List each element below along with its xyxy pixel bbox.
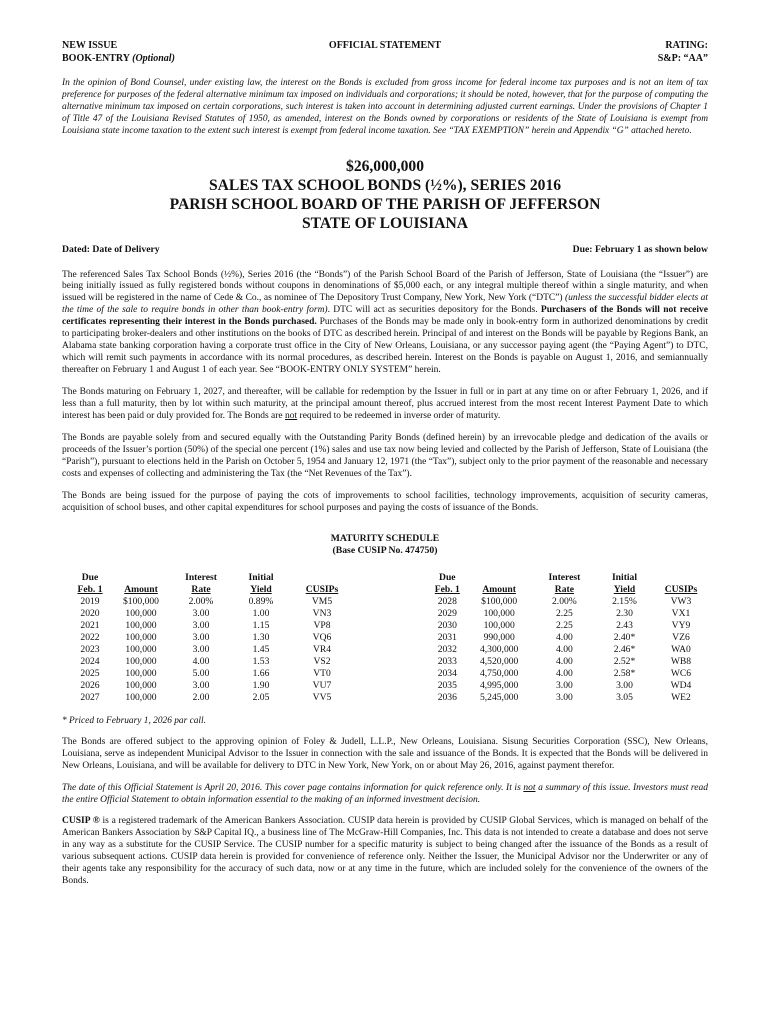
table-row [430, 644, 708, 656]
table-row [72, 680, 350, 692]
maturity-amount: 100,000 [125, 691, 157, 703]
interest-rate: 2.25 [556, 607, 573, 619]
interest-rate: 4.00 [556, 667, 573, 679]
table-row [72, 620, 350, 632]
maturity-year: 2023 [80, 643, 100, 655]
initial-yield: 1.15 [252, 619, 270, 631]
description-paragraph: The referenced Sales Tax School Bonds (½%), Series 2016 (the “Bonds”) of the Parish School Board of the Parish of Jefferson, State of Louisiana (the “Issuer”) are being initially issued as fully registered bonds without coupons in denominations of $5,000 each, or any integral multiple thereof within a single maturity, and when issued will be registered in the name of Cede & Co., as nominee of The Depository Trust Company, New York, New York (“DTC”) (unless the successful bidder elects at the time of the sale to require bonds in other than book-entry form). DTC will act as securities depository for the Bonds. Purchasers of the Bonds will not receive certificates representing their interest in the Bonds purchased. Purchases of the Bonds may be made only in book-entry form in authorized denominations by credit to participating broker-dealers and other institutions on the books of DTC as described herein. Principal of and interest on the Bonds will be payable by Regions Bank, an Alabama state banking corporation having a corporate trust office in the City of New Orleans, Louisiana, or any successor paying agent (the “Paying Agent”) to DTC, which will remit such payments in accordance with its normal procedures, as described herein. Interest on the Bonds is payable on August 1, 2016, and semiannually thereafter on February 1 and August 1 of each year. See “BOOK-ENTRY ONLY SYSTEM” herein. [62, 269, 708, 376]
table-row [430, 656, 708, 668]
maturity-year: 2024 [80, 655, 100, 667]
initial-yield: 2.30 [616, 607, 633, 619]
amount-header: Amount [482, 583, 516, 595]
initial-yield: 2.46* [613, 643, 636, 655]
interest-rate: 3.00 [556, 691, 573, 703]
interest-rate: 3.00 [192, 607, 210, 619]
interest-rate: 3.00 [192, 619, 210, 631]
initial-yield: 1.53 [252, 655, 270, 667]
maturity-amount: 5,245,000 [479, 691, 519, 703]
interest-rate: 3.00 [192, 679, 210, 691]
maturity-year: 2028 [437, 595, 457, 607]
cusip-suffix: WA0 [671, 643, 691, 655]
initial-yield: 0.89% [248, 595, 274, 607]
cusip-suffix: WB8 [670, 655, 692, 667]
table-row [430, 608, 708, 620]
maturity-year: 2019 [80, 595, 100, 607]
maturity-year: 2034 [437, 667, 457, 679]
cusip-suffix: VV5 [312, 691, 332, 703]
redemption-paragraph: The Bonds maturing on February 1, 2027, and thereafter, will be callable for redemption by the Issuer in full or in part at any time on or after February 1, 2026, and if less than a full maturity, then by lot within such maturity, at the principal amount thereof, plus accrued interest from the most recent Interest Payment Date to which interest has been paid or duly provided for. The Bonds are not required to be redeemed in inverse order of maturity. [62, 387, 708, 422]
cusip-suffix: VW3 [670, 595, 692, 607]
rating-label: RATING: [665, 40, 708, 51]
initial-yield: 3.05 [616, 691, 633, 703]
maturity-amount: 990,000 [483, 631, 515, 643]
maturity-amount: 100,000 [483, 619, 515, 631]
table-row [72, 596, 350, 608]
table-header-row [72, 572, 350, 596]
maturity-year: 2031 [437, 631, 457, 643]
initial-yield: 1.30 [252, 631, 270, 643]
initial-yield: 3.00 [616, 679, 633, 691]
interest-rate: 3.00 [192, 631, 210, 643]
dated-due-line [62, 244, 708, 258]
initial-yield: 2.52* [613, 655, 636, 667]
table-row [72, 692, 350, 704]
interest-rate: 4.00 [556, 643, 573, 655]
interest-rate: 3.00 [556, 679, 573, 691]
initial-yield: 1.45 [252, 643, 270, 655]
interest-rate: 4.00 [556, 655, 573, 667]
offering-paragraph: The Bonds are offered subject to the approving opinion of Foley & Judell, L.L.P., New Orleans, Louisiana. Sisung Securities Corporation (SSC), New Orleans, Louisiana, serve as independent Municipal Advisor to the Issuer in connection with the sale and issuance of the Bonds. It is expected that the Bonds will be delivered in New Orleans, Louisiana, and will be available for delivery to DTC in New York, New York, on or about May 26, 2016, against payment therefor. [62, 736, 708, 771]
interest-rate: 4.00 [192, 655, 210, 667]
table-row [72, 608, 350, 620]
cusip-suffix: VP8 [313, 619, 331, 631]
cusip-suffix: WC6 [670, 667, 692, 679]
new-issue-label: NEW ISSUE [62, 40, 118, 51]
cusip-suffix: VQ6 [312, 631, 332, 643]
table-row [430, 668, 708, 680]
cusip-trademark: CUSIP ® [62, 816, 100, 827]
rate-header: Interest Rate [185, 571, 217, 595]
yield-header: Initial Yield [248, 571, 274, 595]
maturity-year: 2027 [80, 691, 100, 703]
official-statement-label: OFFICIAL STATEMENT [328, 40, 442, 51]
date-notice-paragraph: The date of this Official Statement is April 20, 2016. This cover page contains information for quick reference only. It is not a summary of this issue. Investors must read the entire Official Statement to obtain information essential to the making of an informed investment decision. [62, 782, 708, 805]
interest-rate: 2.25 [556, 619, 573, 631]
table-row [72, 632, 350, 644]
maturity-amount: 4,750,000 [479, 667, 519, 679]
initial-yield: 2.43 [616, 619, 633, 631]
maturity-year: 2025 [80, 667, 100, 679]
amount-header: Amount [124, 583, 158, 595]
bond-amount: $26,000,000 [346, 157, 424, 175]
cusip-suffix: VS2 [313, 655, 331, 667]
maturity-year: 2033 [437, 655, 457, 667]
cusip-suffix: VX1 [671, 607, 691, 619]
pricing-footnote: * Priced to February 1, 2026 par call. [62, 715, 206, 726]
maturity-table-right [430, 572, 708, 704]
initial-yield: 2.15% [612, 595, 637, 607]
table-row [72, 668, 350, 680]
maturity-amount: 100,000 [483, 607, 515, 619]
table-row [430, 692, 708, 704]
security-paragraph: The Bonds are payable solely from and secured equally with the Outstanding Parity Bonds (defined herein) by an irrevocable pledge and dedication of the avails or proceeds of the Issuer’s portion (50%) of the special one percent (1%) sales and use tax now being levied and collected by the Parish of Jefferson, State of Louisiana (the “Parish”), pursuant to elections held in the Parish on October 5, 1954 and January 12, 1971 (the “Tax”), subject only to the prior payment of the reasonable and necessary costs and expenses of collecting and administering the Tax (the “Net Revenues of the Tax”). [62, 432, 708, 479]
document-header [62, 40, 708, 66]
initial-yield: 1.90 [252, 679, 270, 691]
maturity-year: 2036 [437, 691, 457, 703]
official-statement-page [62, 40, 708, 888]
maturity-amount: 100,000 [125, 655, 157, 667]
maturity-schedule-heading: MATURITY SCHEDULE [330, 532, 440, 544]
maturity-amount: 100,000 [125, 631, 157, 643]
cusip-suffix: VY9 [671, 619, 691, 631]
cusip-suffix: WE2 [671, 691, 691, 703]
maturity-amount: 100,000 [125, 619, 157, 631]
cusip-disclaimer-paragraph: CUSIP ® is a registered trademark of the American Bankers Association. CUSIP data herein is provided by CUSIP Global Services, which is managed on behalf of the American Bankers Association by S&P Capital IQ., a business line of The McGraw-Hill Companies, Inc. This data is not intended to create a database and does not serve in any way as a substitute for the CUSIP Service. The CUSIP number for a specific maturity is subject to being changed after the issuance of the Bonds as a result of various subsequent actions. CUSIP data herein is provided for convenience of reference only. Neither the Issuer, the Municipal Advisor nor the Underwriter or any of their agents take any responsibility for the accuracy of such data, now or at any time in the future, which are included solely for the convenience of the owners of the Bonds. [62, 816, 709, 887]
table-row [72, 644, 350, 656]
maturity-year: 2029 [437, 607, 457, 619]
purpose-paragraph: The Bonds are being issued for the purpose of paying the cots of improvements to school facilities, technology improvements, acquisition of security cameras, acquisition of school buses, and other capital expenditures for school purposes and paying the costs of issuance of the Bonds. [62, 490, 708, 513]
maturity-schedule [62, 572, 708, 712]
cusip-suffix: VM5 [311, 595, 333, 607]
interest-rate: 4.00 [556, 631, 573, 643]
purchasers-notice: Purchasers of the Bonds will not receive certificates representing their interest in the Bonds purchased. [62, 305, 708, 328]
maturity-year: 2026 [80, 679, 100, 691]
due-label: Due: February 1 as shown below [572, 243, 708, 255]
maturity-table-left [72, 572, 350, 704]
bond-title [62, 157, 708, 233]
rating-block [658, 40, 708, 65]
maturity-schedule-title [62, 533, 708, 557]
interest-rate: 2.00% [188, 595, 214, 607]
base-cusip: (Base CUSIP No. 474750) [332, 544, 438, 556]
cusip-suffix: WD4 [670, 679, 692, 691]
maturity-amount: 100,000 [125, 643, 157, 655]
cusip-suffix: VU7 [312, 679, 332, 691]
book-entry-note: (unless the successful bidder elects at the time of the sale to require bonds in other than book-entry form) [62, 293, 708, 316]
due-header: Due Feb. 1 [77, 571, 103, 595]
maturity-amount: 100,000 [125, 679, 157, 691]
tax-opinion-paragraph: In the opinion of Bond Counsel, under existing law, the interest on the Bonds is excluded from gross income for federal income tax purposes and is not an item of tax preference for purposes of the federal alternative minimum tax imposed on individuals and corporations; it should be noted, however, that for the purpose of computing the alternative minimum tax imposed on certain corporations, such interest is taken into account in determining adjusted current earnings. Under the provisions of Chapter 1 of Title 47 of the Louisiana Revised Statutes of 1950, as amended, interest on the Bonds owned by corporations or residents of the State of Louisiana is exempt from Louisiana state income taxation to the extent such interest is exempt from federal income taxation. See “TAX EXEMPTION” herein and Appendix “G” attached hereto. [62, 78, 708, 136]
cusip-suffix: VN3 [312, 607, 332, 619]
interest-rate: 5.00 [192, 667, 210, 679]
maturity-year: 2035 [437, 679, 457, 691]
issuer-name: PARISH SCHOOL BOARD OF THE PARISH OF JEFFERSON [169, 195, 601, 213]
maturity-amount: $100,000 [123, 595, 159, 607]
maturity-amount: 4,300,000 [479, 643, 519, 655]
maturity-year: 2021 [80, 619, 100, 631]
cusip-header: CUSIPs [664, 583, 698, 595]
book-entry-label: BOOK-ENTRY (Optional) [62, 52, 175, 64]
interest-rate: 3.00 [192, 643, 210, 655]
interest-rate: 2.00% [552, 595, 577, 607]
maturity-year: 2032 [437, 643, 457, 655]
cusip-header: CUSIPs [305, 583, 339, 595]
initial-yield: 2.40* [613, 631, 636, 643]
rate-header: Interest Rate [548, 571, 581, 595]
maturity-amount: 100,000 [125, 667, 157, 679]
table-row [430, 620, 708, 632]
table-header-row [430, 572, 708, 596]
maturity-year: 2030 [437, 619, 457, 631]
cusip-suffix: VR4 [312, 643, 332, 655]
issuer-state: STATE OF LOUISIANA [301, 214, 469, 232]
optional-label: (Optional) [132, 52, 175, 64]
yield-header: Initial Yield [611, 571, 638, 595]
cusip-suffix: VT0 [313, 667, 331, 679]
dated-label: Dated: Date of Delivery [62, 243, 160, 255]
due-header: Due Feb. 1 [434, 571, 460, 595]
table-row [430, 596, 708, 608]
table-row [72, 656, 350, 668]
rating-value: S&P: “AA” [657, 52, 708, 64]
initial-yield: 1.00 [252, 607, 270, 619]
maturity-amount: 4,995,000 [479, 679, 519, 691]
maturity-year: 2022 [80, 631, 100, 643]
initial-yield: 1.66 [252, 667, 270, 679]
table-row [430, 632, 708, 644]
maturity-amount: 4,520,000 [479, 655, 519, 667]
maturity-year: 2020 [80, 607, 100, 619]
table-row [430, 680, 708, 692]
initial-yield: 2.05 [252, 691, 270, 703]
maturity-amount: $100,000 [481, 595, 518, 607]
cusip-suffix: VZ6 [672, 631, 690, 643]
maturity-amount: 100,000 [125, 607, 157, 619]
initial-yield: 2.58* [613, 667, 636, 679]
interest-rate: 2.00 [192, 691, 210, 703]
bond-series: SALES TAX SCHOOL BONDS (½%), SERIES 2016 [208, 176, 562, 194]
